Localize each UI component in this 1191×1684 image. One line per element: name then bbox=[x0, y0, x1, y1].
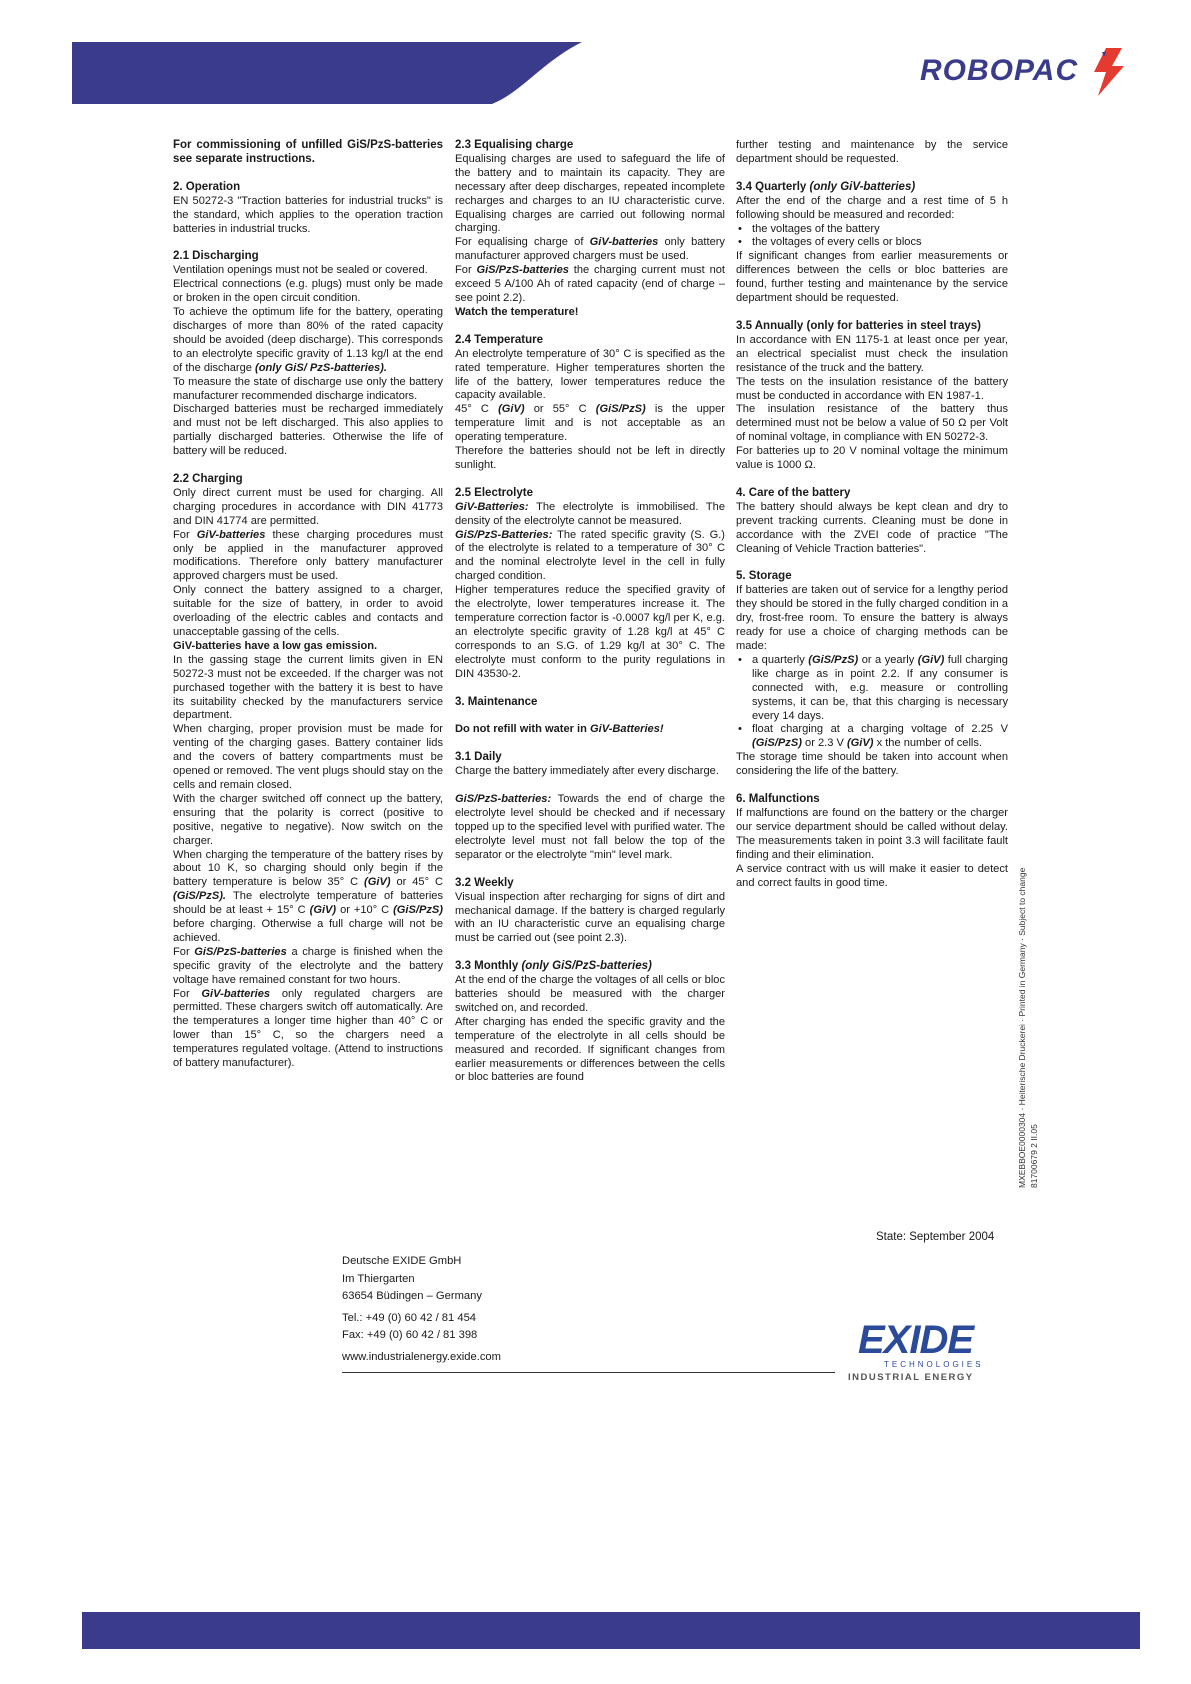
section-2-3-title: 2.3 Equalising charge bbox=[455, 139, 574, 151]
paragraph: GiV-batteries have a low gas emission. bbox=[173, 639, 378, 652]
section-3-5-title: 3.5 Annually (only for batteries in steel trays) bbox=[736, 319, 981, 332]
paragraph: For GiS/PzS-batteries a charge is finished when the specific gravity of the electrolyte and the battery voltage have remained constant for two hours. bbox=[173, 945, 443, 986]
paragraph: GiV-Batteries: The electrolyte is immobilised. The density of the electrolyte cannot be measured. bbox=[455, 500, 725, 527]
section-3-3-title: 3.3 Monthly (only GiS/PzS-batteries) bbox=[455, 960, 652, 973]
paragraph: For batteries up to 20 V nominal voltage the minimum value is 1000 Ω. bbox=[736, 445, 1008, 472]
paragraph: Only connect the battery assigned to a charger, suitable for the size of battery, in order to avoid overloading of the electric cables and contacts and unacceptable gassing of the cells. bbox=[173, 584, 443, 638]
exide-logo bbox=[848, 1318, 1008, 1388]
paragraph: Higher temperatures reduce the specified gravity of the electrolyte, lower temperatures increase it. The temperature correction factor is -0.0007 kg/l per K, e.g. an electrolyte specific gravity of 1.28 kg/l at 45° C corresponds to an S.G. of 1.29 kg/l at 30° C. The electrolyte must conform to the purity regulations in DIN 43530-2. bbox=[455, 584, 725, 680]
paragraph: Electrical connections (e.g. plugs) must only be made or broken in the open circuit condition. bbox=[173, 278, 443, 305]
section-2-4-title: 2.4 Temperature bbox=[455, 333, 543, 346]
paragraph: To measure the state of discharge use only the battery manufacturer recommended discharge indicators. bbox=[173, 375, 443, 402]
city: 63654 Büdingen – Germany bbox=[342, 1290, 482, 1302]
paragraph: GiS/PzS-batteries: Towards the end of charge the electrolyte level should be checked and if necessary topped up to the specified level with purified water. The electrolyte level must not fall below the top of the separator or the electrolyte "min" level mark. bbox=[455, 793, 725, 861]
telephone: Tel.: +49 (0) 60 42 / 81 454 bbox=[342, 1311, 477, 1324]
brand-name: ROBOPAC bbox=[920, 54, 1079, 87]
bullet-list bbox=[736, 223, 1008, 251]
company-address bbox=[342, 1253, 501, 1366]
lightning-bolt-icon bbox=[1092, 48, 1126, 96]
paragraph: Therefore the batteries should not be left in directly sunlight. bbox=[455, 445, 725, 471]
paragraph: When charging, proper provision must be made for venting of the charging gases. Battery container lids and the covers of battery compartments must be opened or removed. The vent plugs should stay on the cells and remain closed. bbox=[173, 723, 443, 791]
list-item: • the voltages of the battery bbox=[752, 223, 1008, 237]
section-3-2-title: 3.2 Weekly bbox=[455, 876, 514, 889]
paragraph: further testing and maintenance by the service department should be requested. bbox=[736, 139, 1008, 165]
section-3-1-title: 3.1 Daily bbox=[455, 751, 502, 764]
paragraph: At the end of the charge the voltages of all cells or bloc batteries should be measured with the charger switched on, and recorded. bbox=[455, 974, 725, 1014]
paragraph: Ventilation openings must not be sealed or covered. bbox=[173, 264, 428, 277]
print-reference-note: MXEBBOE0000304 · Heiterische Druckerei · Printed in Germany · Subject to change 81700679 2 II.05 bbox=[1017, 867, 1039, 1188]
section-2-text: EN 50272-3 "Traction batteries for industrial trucks" is the standard, which applies to the operation traction batteries in industrial trucks. bbox=[173, 194, 443, 235]
list-item: • float charging at a charging voltage of 2.25 V (GiS/PzS) or 2.3 V (GiV) x the number of cells. bbox=[752, 723, 1008, 751]
paragraph: The tests on the insulation resistance of the battery must be conducted in accordance with EN 1987-1. bbox=[736, 375, 1008, 402]
paragraph: Equalising charges are used to safeguard the life of the battery and to maintain its capacity. They are necessary after deep discharges, repeated incomplete recharges and charges to an IU characteristic curve. Equalising charges are carried out following normal charging. bbox=[455, 152, 725, 235]
paragraph: For GiV-batteries these charging procedures must only be applied in the manufacturer approved modifications. Therefore only battery manufacturer approved chargers must be used. bbox=[173, 528, 443, 583]
paragraph: The battery should always be kept clean and dry to prevent tracking currents. Cleaning must be done in accordance with the ZVEI code of practice "The Cleaning of Vehicle Traction batteries". bbox=[736, 500, 1008, 555]
section-2-2-title: 2.2 Charging bbox=[173, 473, 243, 486]
paragraph: For GiV-batteries only regulated chargers are permitted. These chargers switch off automatically. Are the temperatures a longer time higher than 40° C or lower than 15° C, so the chargers need a temperatures regulated voltage. (Attend to instructions of battery manufacturer). bbox=[173, 987, 443, 1070]
paragraph: If batteries are taken out of service for a lengthy period they should be stored in the fully charged condition in a dry, frost-free room. To ensure the battery is always ready for use a choice of charging methods can be made: bbox=[736, 584, 1008, 652]
paragraph: For GiS/PzS-batteries the charging current must not exceed 5 A/100 Ah of rated capacity (end of charge – see point 2.2). bbox=[455, 264, 726, 304]
paragraph: After the end of the charge and a rest time of 5 h following should be measured and recorded: bbox=[736, 194, 1008, 221]
paragraph: If significant changes from earlier measurements or differences between the cells or bloc batteries are found, further testing and maintenance by the service department should be requested. bbox=[736, 250, 1008, 305]
paragraph: GiS/PzS-Batteries: The rated specific gravity (S. G.) of the electrolyte is related to a temperature of 30° C and the nominal electrolyte level in the cell in fully charged condition. bbox=[455, 528, 725, 583]
column-1 bbox=[173, 139, 443, 1071]
paragraph: Only direct current must be used for charging. All charging procedures in accordance with DIN 41773 and DIN 41774 are permitted. bbox=[173, 486, 443, 527]
paragraph: To achieve the optimum life for the battery, operating discharges of more than 80% of the rated capacity should be avoided (deep discharge). This corresponds to an electrolyte specific gravity of 1.13 kg/l at the end of the discharge (only GiS/ PzS-batteries). bbox=[173, 306, 443, 374]
paragraph: After charging has ended the specific gravity and the temperature of the electrolyte in all cells should be measured and recorded. If significant changes from earlier measurements or differences between the cells or bloc batteries are found bbox=[455, 1015, 725, 1084]
section-4-title: 4. Care of the battery bbox=[736, 486, 851, 499]
paragraph: A service contract with us will make it easier to detect and correct faults in good time. bbox=[736, 862, 1008, 889]
robopac-logo bbox=[920, 48, 1140, 98]
paragraph: The insulation resistance of the battery thus determined must not be below a value of 50 Ω per Volt of nominal voltage, in compliance with EN 50272-3. bbox=[736, 403, 1008, 444]
paragraph: With the charger switched off connect up the battery, ensuring that the polarity is correct (positive to positive, negative to negative). Now switch on the charger. bbox=[173, 792, 443, 847]
paragraph: Charge the battery immediately after every discharge. bbox=[455, 765, 719, 778]
section-2-1-title: 2.1 Discharging bbox=[173, 250, 259, 263]
column-3 bbox=[736, 139, 1008, 890]
exide-name: EXIDE bbox=[858, 1318, 974, 1362]
section-3-title: 3. Maintenance bbox=[455, 695, 538, 708]
fax: Fax: +49 (0) 60 42 / 81 398 bbox=[342, 1329, 478, 1341]
header-banner bbox=[72, 42, 582, 104]
exide-subtitle: TECHNOLOGIES bbox=[884, 1360, 984, 1369]
intro-note: For commissioning of unfilled GiS/PzS-batteries see separate instructions. bbox=[173, 139, 443, 165]
street: Im Thiergarten bbox=[342, 1272, 415, 1285]
company-name: Deutsche EXIDE GmbH bbox=[342, 1255, 462, 1267]
list-item: • the voltages of every cells or blocs bbox=[752, 236, 1008, 250]
section-2-5-title: 2.5 Electrolyte bbox=[455, 486, 533, 499]
paragraph: In the gassing stage the current limits given in EN 50272-3 must not be exceeded. If the charger was not purchased together with the battery it is best to have its suitability checked by the manufacturers service department. bbox=[173, 653, 443, 722]
section-6-title: 6. Malfunctions bbox=[736, 793, 820, 806]
paragraph: If malfunctions are found on the battery or the charger our service department should be called without delay. The measurements taken in point 3.3 will facilitate fault finding and their elimination. bbox=[736, 806, 1008, 861]
website-link[interactable]: www.industrialenergy.exide.com bbox=[342, 1350, 501, 1363]
paragraph: Watch the temperature! bbox=[455, 305, 579, 318]
paragraph: When charging the temperature of the battery rises by about 10 K, so charging should only begin if the battery temperature is below 35° C (GiV) or 45° C (GiS/PzS). The electrolyte temperature of batteries should be at least + 15° C (GiV) or +10° C (GiS/PzS) before charging. Otherwise a full charge will not be achieved. bbox=[173, 848, 443, 944]
footer-bar bbox=[82, 1612, 1140, 1649]
list-item: • a quarterly (GiS/PzS) or a yearly (GiV) full charging like charge as in point 2.2. If any consumer is connected with, e.g. measure or controlling systems, it can be, that this charging is necessary every 14 days. bbox=[752, 654, 1008, 724]
warning-text: Do not refill with water in GiV-Batteries! bbox=[455, 723, 664, 736]
paragraph: In accordance with EN 1175-1 at least once per year, an electrical specialist must check the insulation resistance of the truck and the battery. bbox=[736, 333, 1008, 374]
bullet-list bbox=[736, 654, 1008, 751]
paragraph: For equalising charge of GiV-batteries only battery manufacturer approved chargers must be used. bbox=[455, 236, 725, 263]
paragraph: An electrolyte temperature of 30° C is specified as the rated temperature. Higher temperatures shorten the life of the battery, lower temperatures reduce the capacity available. bbox=[455, 347, 725, 402]
paragraph: Visual inspection after recharging for signs of dirt and mechanical damage. If the battery is charged regularly with an IU characteristic curve an equalising charge must be carried out (see point 2.3). bbox=[455, 890, 725, 945]
divider bbox=[342, 1372, 835, 1373]
section-3-4-title: 3.4 Quarterly (only GiV-batteries) bbox=[736, 180, 916, 193]
paragraph: Discharged batteries must be recharged immediately and must not be left discharged. This also applies to partially discharged batteries. Otherwise the life of battery will be reduced. bbox=[173, 403, 443, 458]
exide-division: INDUSTRIAL ENERGY bbox=[848, 1372, 974, 1383]
state-date: State: September 2004 bbox=[876, 1231, 995, 1243]
section-5-title: 5. Storage bbox=[736, 570, 792, 583]
column-2 bbox=[455, 139, 725, 1085]
section-2-title: 2. Operation bbox=[173, 180, 241, 193]
paragraph: The storage time should be taken into account when considering the life of the battery. bbox=[736, 751, 1008, 778]
paragraph: 45° C (GiV) or 55° C (GiS/PzS) is the upper temperature limit and is not acceptable as an operating temperature. bbox=[455, 403, 725, 444]
